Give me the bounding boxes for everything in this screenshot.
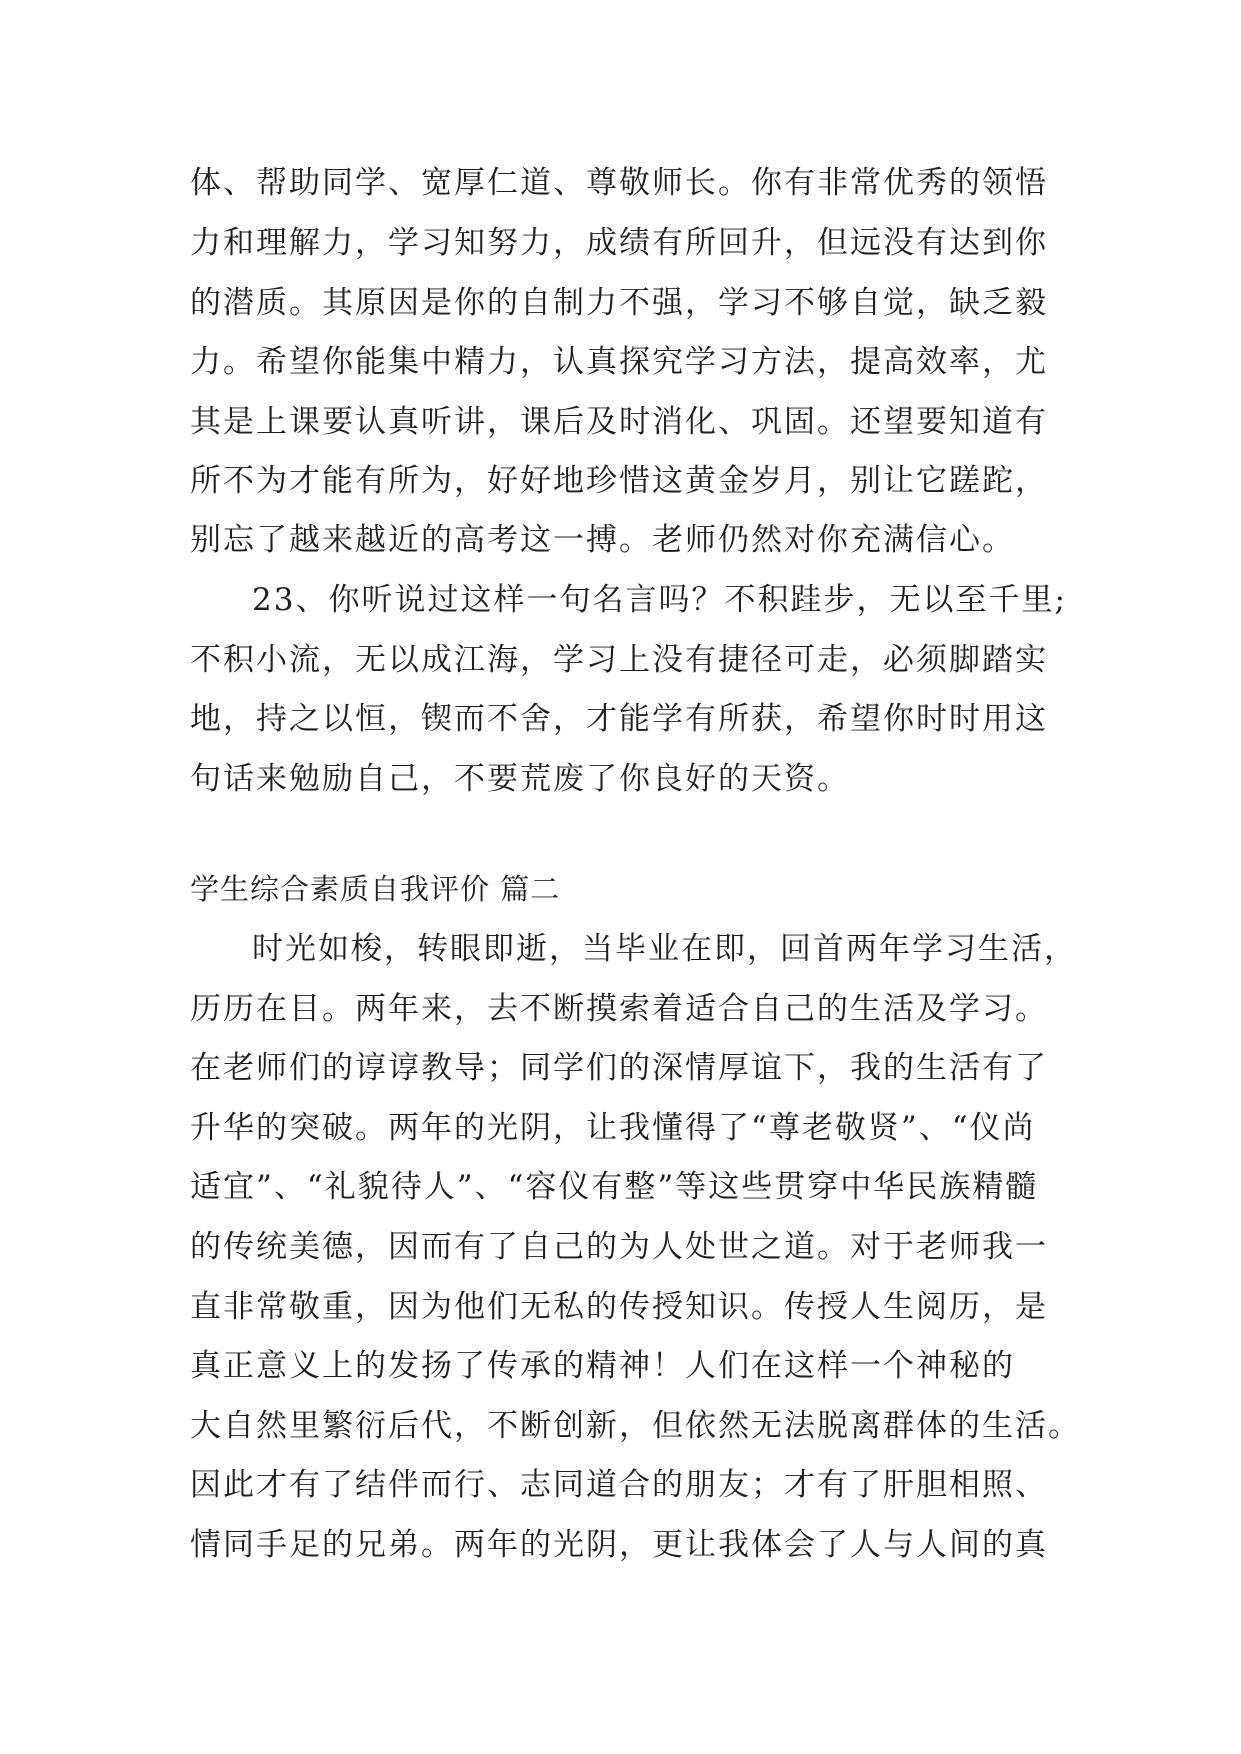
paragraph-3-line-7: 直非常敬重，因为他们无私的传授知识。传授人生阅历，是 [190, 1289, 1048, 1325]
paragraph-3-line-10: 因此才有了结伴而行、志同道合的朋友；才有了肝胆相照、 [190, 1467, 1048, 1503]
paragraph-2-line-2: 不积小流，无以成江海，学习上没有捷径可走，必须脚踏实 [190, 642, 1048, 678]
paragraph-3-line-11: 情同手足的兄弟。两年的光阴，更让我体会了人与人间的真 [190, 1527, 1048, 1563]
paragraph-1-line-2: 力和理解力，学习知努力，成绩有所回升，但远没有达到你 [190, 225, 1048, 261]
paragraph-2-line-3: 地，持之以恒，锲而不舍，才能学有所获，希望你时时用这 [190, 701, 1048, 737]
paragraph-3-line-2: 历历在目。两年来，去不断摸索着适合自己的生活及学习。 [190, 991, 1048, 1027]
paragraph-2-line-4: 句话来勉励自己，不要荒废了你良好的天资。 [190, 761, 850, 797]
paragraph-1-line-1: 体、帮助同学、宽厚仁道、尊敬师长。你有非常优秀的领悟 [190, 165, 1048, 201]
paragraph-3-line-6: 的传统美德，因而有了自己的为人处世之道。对于老师我一 [190, 1229, 1048, 1265]
paragraph-1-line-3: 的潜质。其原因是你的自制力不强，学习不够自觉，缺乏毅 [190, 285, 1048, 321]
paragraph-3-line-4: 升华的突破。两年的光阴，让我懂得了“尊老敬贤”、“仪尚 [190, 1110, 1036, 1146]
paragraph-3-line-3: 在老师们的谆谆教导；同学们的深情厚谊下，我的生活有了 [190, 1050, 1048, 1086]
paragraph-1-line-7: 别忘了越来越近的高考这一搏。老师仍然对你充满信心。 [190, 522, 1015, 558]
paragraph-3-line-9: 大自然里繁衍后代，不断创新，但依然无法脱离群体的生活。 [190, 1408, 1081, 1444]
paragraph-1-line-6: 所不为才能有所为，好好地珍惜这黄金岁月，别让它蹉跎， [190, 463, 1048, 499]
paragraph-3-line-5: 适宜”、“礼貌待人”、“容仪有整”等这些贯穿中华民族精髓 [190, 1169, 1039, 1205]
paragraph-1-line-5: 其是上课要认真听讲，课后及时消化、巩固。还望要知道有 [190, 404, 1048, 440]
paragraph-2-line-1: 23、你听说过这样一句名言吗？不积跬步，无以至千里; [252, 582, 1067, 618]
paragraph-3-line-8: 真正意义上的发扬了传承的精神！人们在这样一个神秘的 [190, 1348, 1015, 1384]
paragraph-3-line-1: 时光如梭，转眼即逝，当毕业在即，回首两年学习生活， [252, 931, 1077, 967]
section-heading: 学生综合素质自我评价 篇二 [190, 872, 561, 906]
paragraph-1-line-4: 力。希望你能集中精力，认真探究学习方法，提高效率，尤 [190, 344, 1048, 380]
